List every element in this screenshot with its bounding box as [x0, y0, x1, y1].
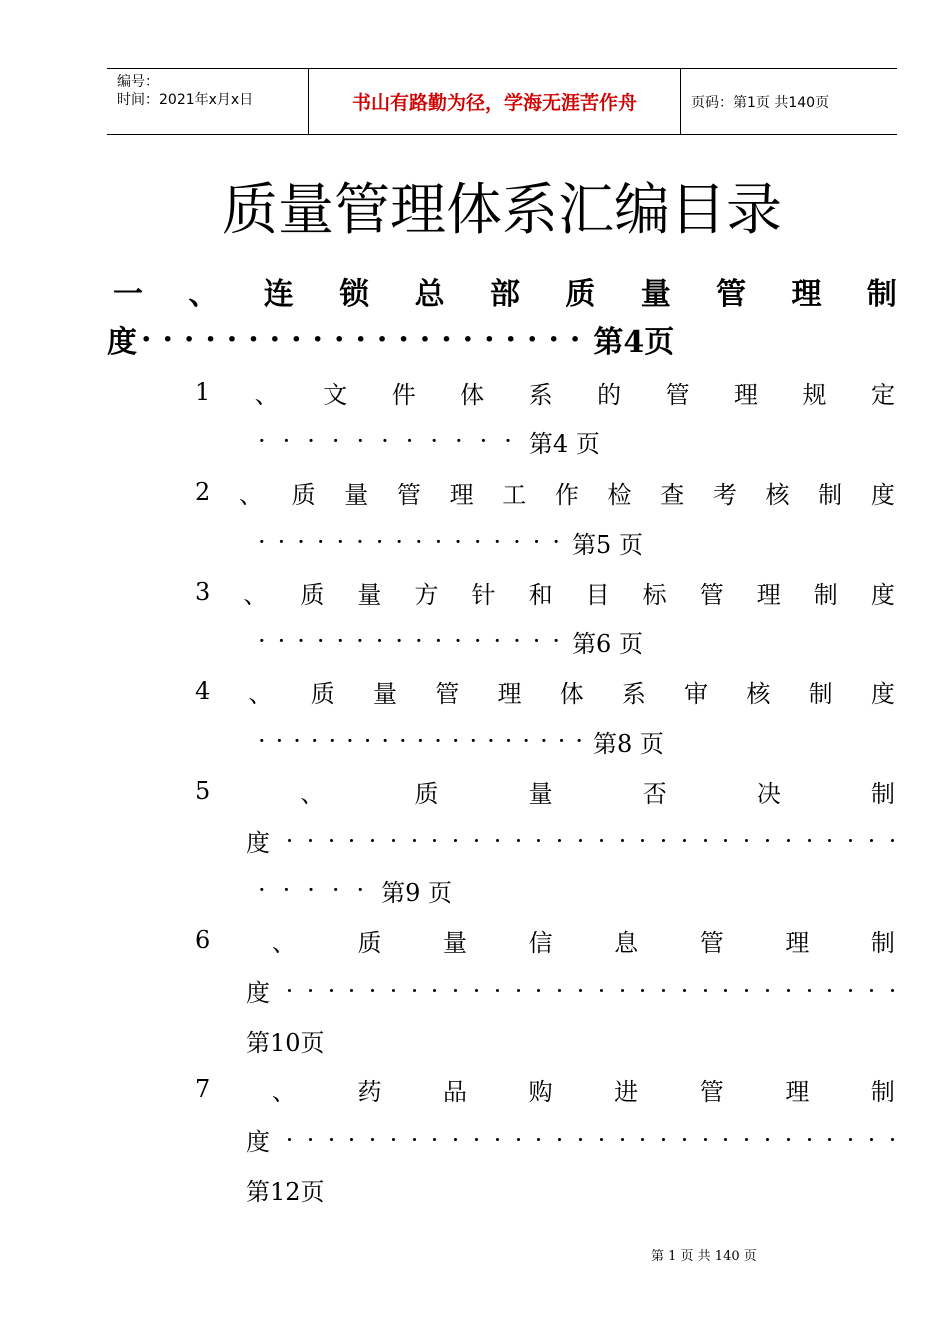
- entry-char: 规: [802, 380, 827, 409]
- toc-entry-7-page-line: [246, 1171, 325, 1207]
- toc-entry-6-continued: [246, 972, 894, 1008]
- entry-char: 理: [785, 1077, 810, 1106]
- entry-char: 、: [271, 1077, 296, 1106]
- entry-number: 2: [195, 478, 211, 506]
- entry-char: 的: [597, 380, 622, 409]
- entry-char: 度: [870, 480, 895, 509]
- entry-char: 管: [665, 380, 690, 409]
- entry-char: 查: [660, 480, 685, 509]
- entry-char: 、: [238, 480, 263, 509]
- entry-char: 、: [243, 580, 268, 609]
- dot-leader: ···········: [258, 427, 529, 455]
- entry-char: 制: [813, 580, 838, 609]
- page-info: 页码：第1页 共140页: [691, 94, 830, 111]
- entry-char: 制: [870, 779, 895, 808]
- toc-entry-5-continued: [246, 822, 894, 858]
- entry-char: 制: [808, 679, 833, 708]
- entry-char: 量: [344, 480, 369, 509]
- dot-leader: ················: [258, 627, 573, 655]
- entry-char: 质: [291, 480, 316, 509]
- dot-leader: [288, 989, 894, 992]
- toc-entry-1: [195, 374, 895, 410]
- entry-char: 理: [449, 480, 474, 509]
- entry-char: 目: [585, 580, 610, 609]
- entry-char: 标: [642, 580, 667, 609]
- entry-char: 体: [559, 679, 584, 708]
- section-char: 理: [791, 277, 822, 312]
- entry-char: 审: [684, 679, 709, 708]
- toc-entry-7: [195, 1071, 895, 1107]
- dot-leader: [288, 839, 894, 842]
- entry-char: 文: [323, 380, 348, 409]
- section-page-ref: 第4页: [593, 325, 675, 360]
- toc-entry-2: [195, 474, 895, 510]
- page-title: 质量管理体系汇编目录: [222, 178, 782, 243]
- toc-entry-4-leader: [258, 723, 664, 759]
- section-char: 、: [188, 277, 219, 312]
- entry-page-ref: 第5 页: [572, 530, 643, 559]
- number-label: 编号：: [117, 74, 159, 90]
- section-char: 连: [263, 277, 294, 312]
- toc-entry-3-leader: [258, 623, 643, 659]
- toc-entry-3: [195, 574, 895, 610]
- entry-char: 信: [528, 928, 553, 957]
- entry-char: 理: [785, 928, 810, 957]
- entry-number: 6: [195, 926, 211, 954]
- entry-char: 体: [460, 380, 485, 409]
- entry-char: 质: [310, 679, 335, 708]
- section-heading: [113, 269, 897, 313]
- motto: 书山有路勤为径，学海无涯苦作舟: [308, 69, 681, 134]
- entry-number: 4: [195, 677, 211, 705]
- entry-char: 、: [271, 928, 296, 957]
- entry-char: 工: [502, 480, 527, 509]
- entry-char: 进: [614, 1077, 639, 1106]
- section-heading-continued: [107, 316, 674, 362]
- section-char: 质: [565, 277, 596, 312]
- entry-char: 、: [300, 779, 325, 808]
- entry-char: 制: [818, 480, 843, 509]
- toc-entry-5: [195, 773, 895, 809]
- section-char: 部: [489, 277, 520, 312]
- entry-char: 制: [870, 928, 895, 957]
- entry-char: 理: [734, 380, 759, 409]
- toc-entry-5-leader: [258, 872, 452, 908]
- entry-char: 息: [614, 928, 639, 957]
- toc-entry-2-leader: [258, 524, 643, 560]
- entry-page-ref: 第6 页: [572, 629, 643, 658]
- entry-char: 管: [435, 679, 460, 708]
- section-char: 量: [640, 277, 671, 312]
- entry-number: 1: [195, 378, 211, 406]
- entry-char: 和: [528, 580, 553, 609]
- entry-char: 度: [246, 828, 270, 857]
- entry-page-ref: 第4 页: [528, 429, 600, 458]
- toc-entry-6-page-line: [246, 1022, 325, 1058]
- entry-char: 管: [396, 480, 421, 509]
- entry-char: 品: [443, 1077, 468, 1106]
- toc-entry-6: [195, 922, 895, 958]
- dot-leader: ···················: [258, 727, 593, 755]
- entry-page-ref: 第10页: [246, 1028, 325, 1057]
- toc-entry-4: [195, 673, 895, 709]
- entry-char: 管: [699, 580, 724, 609]
- header-table: [107, 68, 897, 135]
- page-footer: 第 1 页 共 140 页: [651, 1249, 757, 1264]
- entry-char: 、: [248, 679, 273, 708]
- dot-leader: ················: [258, 528, 573, 556]
- entry-number: 5: [195, 777, 211, 805]
- entry-char: 质: [357, 928, 382, 957]
- entry-char: 度: [870, 679, 895, 708]
- entry-char: 件: [391, 380, 416, 409]
- entry-char: 制: [870, 1077, 895, 1106]
- entry-char: 管: [699, 928, 724, 957]
- entry-char: 核: [746, 679, 771, 708]
- entry-char: 质: [414, 779, 439, 808]
- toc-entry-7-continued: [246, 1121, 894, 1157]
- entry-page-ref: 第9 页: [381, 878, 453, 907]
- section-char: 锁: [339, 277, 370, 312]
- entry-char: 量: [443, 928, 468, 957]
- section-dot-leader: ·····················: [141, 321, 592, 357]
- toc-entry-1-leader: [258, 423, 600, 459]
- entry-char: 方: [414, 580, 439, 609]
- section-char: 制: [866, 277, 897, 312]
- entry-char: 针: [471, 580, 496, 609]
- entry-char: 度: [246, 1127, 270, 1156]
- entry-char: 系: [528, 380, 553, 409]
- entry-char: 购: [528, 1077, 553, 1106]
- entry-char: 管: [699, 1077, 724, 1106]
- entry-number: 7: [195, 1075, 211, 1103]
- entry-char: 质: [300, 580, 325, 609]
- entry-char: 考: [712, 480, 737, 509]
- header-meta: [107, 69, 308, 134]
- entry-char: 理: [756, 580, 781, 609]
- entry-char: 度: [870, 580, 895, 609]
- entry-char: 、: [254, 380, 279, 409]
- entry-char: 系: [621, 679, 646, 708]
- section-char: 度: [107, 325, 137, 360]
- entry-char: 决: [756, 779, 781, 808]
- dot-leader: [288, 1138, 894, 1141]
- entry-number: 3: [195, 578, 211, 606]
- entry-char: 量: [528, 779, 553, 808]
- entry-char: 理: [497, 679, 522, 708]
- entry-char: 药: [357, 1077, 382, 1106]
- section-char: 总: [414, 277, 445, 312]
- entry-char: 核: [765, 480, 790, 509]
- entry-char: 否: [642, 779, 667, 808]
- entry-page-ref: 第12页: [246, 1177, 325, 1206]
- dot-leader: ·····: [258, 876, 382, 904]
- entry-page-ref: 第8 页: [592, 729, 664, 758]
- section-char: 管: [716, 277, 747, 312]
- entry-char: 量: [357, 580, 382, 609]
- entry-char: 量: [372, 679, 397, 708]
- entry-char: 度: [246, 978, 270, 1007]
- entry-char: 检: [607, 480, 632, 509]
- section-char: 一: [113, 277, 143, 312]
- entry-char: 作: [554, 480, 579, 509]
- time-label: 时间：2021年x月x日: [117, 92, 254, 108]
- entry-char: 定: [870, 380, 895, 409]
